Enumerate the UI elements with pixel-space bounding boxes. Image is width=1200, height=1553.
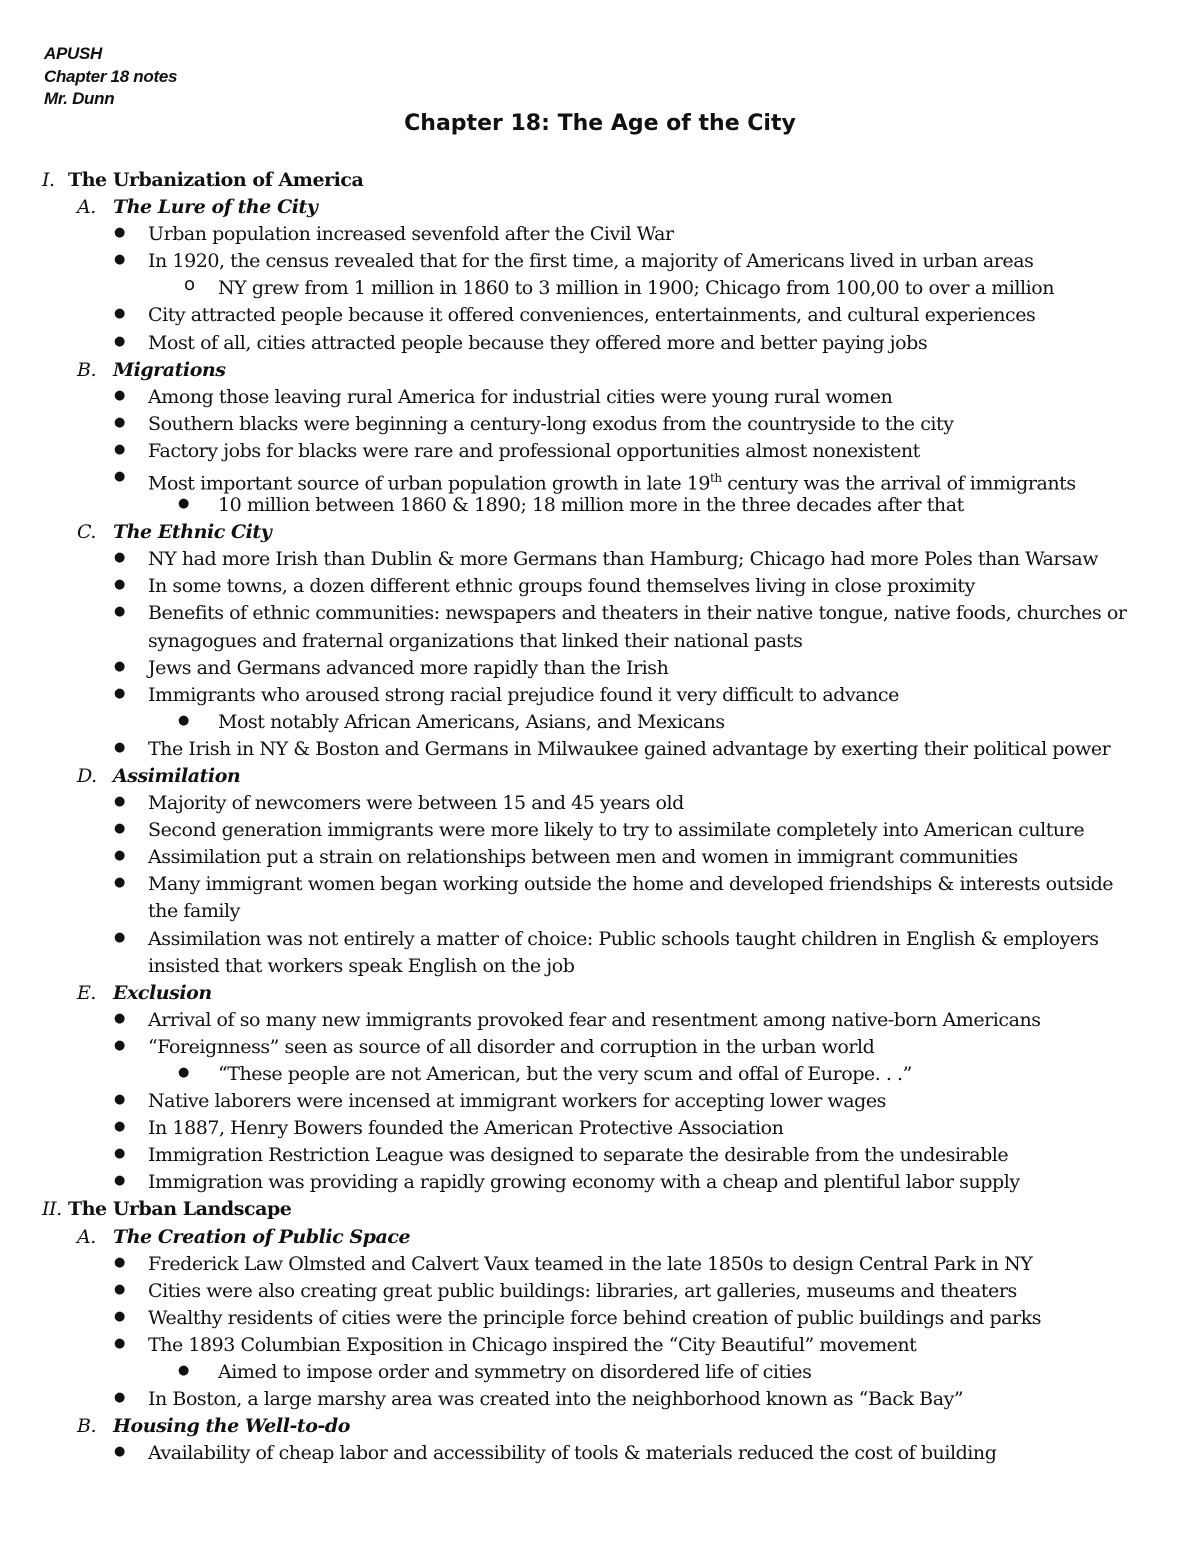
bullet-icon: ● bbox=[114, 794, 126, 810]
subsection-title: Assimilation bbox=[113, 764, 241, 787]
bullet-icon: ● bbox=[114, 875, 126, 891]
bullet-icon: ● bbox=[114, 658, 126, 674]
list-item: Assimilation was not entirely a matter of choice: Public schools taught children in English & employers bbox=[148, 927, 1099, 950]
bullet-icon: ● bbox=[114, 848, 126, 864]
bullet-icon: ● bbox=[114, 1092, 126, 1108]
list-item: Among those leaving rural America for industrial cities were young rural women bbox=[148, 385, 893, 408]
bullet-icon: ● bbox=[114, 414, 126, 430]
bullet-icon: ● bbox=[114, 821, 126, 837]
bullet-icon: ● bbox=[114, 387, 126, 403]
list-item: Assimilation put a strain on relationships between men and women in immigrant communities bbox=[148, 846, 1018, 869]
subsection-letter: A. bbox=[77, 196, 96, 219]
list-item: Southern blacks were beginning a century-long exodus from the countryside to the city bbox=[148, 412, 954, 435]
bullet-icon: ● bbox=[114, 1444, 126, 1460]
list-item: Most of all, cities attracted people because they offered more and better paying jobs bbox=[148, 331, 928, 354]
list-item: In some towns, a dozen different ethnic groups found themselves living in close proximity bbox=[148, 575, 975, 598]
bullet-icon: ● bbox=[114, 604, 126, 620]
list-item: NY grew from 1 million in 1860 to 3 million in 1900; Chicago from 100,00 to over a million bbox=[218, 277, 1055, 300]
bullet-icon: ● bbox=[114, 739, 126, 755]
bullet-icon: ● bbox=[178, 712, 190, 728]
subsection-heading bbox=[77, 194, 317, 220]
bullet-icon: ● bbox=[114, 1010, 126, 1026]
bullet-icon: ● bbox=[114, 441, 126, 457]
subsection-title: Migrations bbox=[113, 358, 226, 381]
bullet-icon: ● bbox=[114, 685, 126, 701]
list-item: Frederick Law Olmsted and Calvert Vaux teamed in the late 1850s to design Central Park in NY bbox=[148, 1252, 1033, 1275]
list-item: Arrival of so many new immigrants provoked fear and resentment among native-born Americans bbox=[148, 1008, 1041, 1031]
bullet-icon: ● bbox=[114, 1390, 126, 1406]
list-item-text: Most important source of urban population growth in late 19 bbox=[148, 472, 710, 495]
list-item-continuation: insisted that workers speak English on the job bbox=[148, 954, 575, 977]
bullet-icon: ● bbox=[114, 333, 126, 349]
list-item: Second generation immigrants were more likely to try to assimilate completely into American culture bbox=[148, 819, 1085, 842]
list-item: Availability of cheap labor and accessibility of tools & materials reduced the cost of building bbox=[148, 1442, 997, 1465]
subsection-heading bbox=[77, 1224, 410, 1250]
bullet-icon: ● bbox=[178, 1362, 190, 1378]
subsection-heading bbox=[77, 763, 240, 789]
list-item: In 1920, the census revealed that for the first time, a majority of Americans lived in urban areas bbox=[148, 250, 1034, 273]
list-item: Aimed to impose order and symmetry on disordered life of cities bbox=[218, 1360, 812, 1383]
section-title: The Urbanization of America bbox=[68, 169, 364, 191]
subsection-heading bbox=[77, 980, 212, 1006]
list-item: “Foreignness” seen as source of all disorder and corruption in the urban world bbox=[148, 1035, 875, 1058]
subsection-title: The Lure of the City bbox=[113, 196, 318, 219]
list-item-continuation: synagogues and fraternal organizations that linked their national pasts bbox=[148, 629, 803, 652]
section-title: The Urban Landscape bbox=[68, 1198, 292, 1221]
list-item-text: century was the arrival of immigrants bbox=[721, 472, 1076, 495]
list-item: Urban population increased sevenfold after the Civil War bbox=[148, 223, 674, 246]
bullet-icon: ● bbox=[114, 550, 126, 566]
list-item-continuation: the family bbox=[148, 900, 240, 923]
list-item: Factory jobs for blacks were rare and professional opportunities almost nonexistent bbox=[148, 439, 920, 462]
bullet-icon: ● bbox=[114, 1173, 126, 1189]
list-item: The Irish in NY & Boston and Germans in Milwaukee gained advantage by exerting their political power bbox=[148, 737, 1111, 760]
list-item: In Boston, a large marshy area was created into the neighborhood known as “Back Bay” bbox=[148, 1388, 964, 1411]
list-item: Native laborers were incensed at immigrant workers for accepting lower wages bbox=[148, 1090, 886, 1113]
list-item: In 1887, Henry Bowers founded the American Protective Association bbox=[148, 1117, 784, 1140]
superscript: th bbox=[710, 470, 722, 485]
subsection-heading bbox=[77, 357, 226, 383]
bullet-icon: ● bbox=[114, 1335, 126, 1351]
list-item: NY had more Irish than Dublin & more Germans than Hamburg; Chicago had more Poles than Warsaw bbox=[148, 548, 1099, 571]
bullet-icon: ● bbox=[178, 1064, 190, 1080]
list-item: The 1893 Columbian Exposition in Chicago inspired the “City Beautiful” movement bbox=[148, 1333, 917, 1356]
list-item: Benefits of ethnic communities: newspapers and theaters in their native tongue, native foods, churches or bbox=[148, 602, 1127, 625]
bullet-icon: ● bbox=[114, 1281, 126, 1297]
subsection-letter: B. bbox=[77, 1415, 97, 1438]
bullet-icon: ● bbox=[114, 1146, 126, 1162]
list-item: “These people are not American, but the very scum and offal of Europe. . .” bbox=[218, 1062, 912, 1085]
subsection-title: The Creation of Public Space bbox=[113, 1225, 411, 1248]
bullet-icon: ● bbox=[114, 225, 126, 241]
list-item: Many immigrant women began working outside the home and developed friendships & interests outside bbox=[148, 873, 1114, 896]
list-item: Most notably African Americans, Asians, and Mexicans bbox=[218, 710, 725, 733]
subsection-letter: E. bbox=[77, 981, 97, 1004]
circle-bullet-icon: o bbox=[184, 274, 196, 296]
bullet-icon: ● bbox=[114, 1308, 126, 1324]
bullet-icon: ● bbox=[114, 929, 126, 945]
list-item: Jews and Germans advanced more rapidly than the Irish bbox=[148, 656, 669, 679]
list-item: Immigration Restriction League was designed to separate the desirable from the undesirable bbox=[148, 1144, 1009, 1167]
bullet-icon: ● bbox=[114, 468, 126, 484]
bullet-icon: ● bbox=[114, 1119, 126, 1135]
bullet-icon: ● bbox=[114, 306, 126, 322]
subsection-title: Housing the Well-to-do bbox=[113, 1415, 350, 1438]
section-numeral: II. bbox=[42, 1198, 62, 1221]
bullet-icon: ● bbox=[114, 252, 126, 268]
section-numeral: I. bbox=[42, 169, 55, 191]
list-item: Immigration was providing a rapidly growing economy with a cheap and plentiful labor supply bbox=[148, 1171, 1020, 1194]
section-heading bbox=[42, 1196, 291, 1222]
subsection-title: The Ethnic City bbox=[113, 521, 272, 544]
page-title: Chapter 18: The Age of the City bbox=[404, 111, 796, 136]
bullet-icon: ● bbox=[114, 577, 126, 593]
list-item: Wealthy residents of cities were the principle force behind creation of public buildings and parks bbox=[148, 1306, 1042, 1329]
subsection-letter: C. bbox=[77, 521, 96, 544]
list-item: Cities were also creating great public buildings: libraries, art galleries, museums and theaters bbox=[148, 1279, 1017, 1302]
subsection-letter: D. bbox=[77, 764, 97, 787]
list-item: City attracted people because it offered conveniences, entertainments, and cultural experiences bbox=[148, 304, 1036, 327]
list-item: 10 million between 1860 & 1890; 18 million more in the three decades after that bbox=[218, 494, 964, 517]
bullet-icon: ● bbox=[114, 1037, 126, 1053]
subsection-heading bbox=[77, 519, 271, 545]
bullet-icon: ● bbox=[114, 1254, 126, 1270]
subsection-title: Exclusion bbox=[113, 981, 212, 1004]
subsection-letter: A. bbox=[77, 1225, 96, 1248]
list-item: Majority of newcomers were between 15 and 45 years old bbox=[148, 792, 684, 815]
section-heading bbox=[42, 167, 363, 193]
bullet-icon: ● bbox=[178, 496, 190, 512]
course-label: APUSH bbox=[44, 44, 103, 63]
list-item: Immigrants who aroused strong racial prejudice found it very difficult to advance bbox=[148, 683, 899, 706]
teacher-label: Mr. Dunn bbox=[44, 89, 115, 108]
subsection-heading bbox=[77, 1413, 350, 1439]
subsection-letter: B. bbox=[77, 358, 97, 381]
chapter-label: Chapter 18 notes bbox=[44, 67, 178, 86]
